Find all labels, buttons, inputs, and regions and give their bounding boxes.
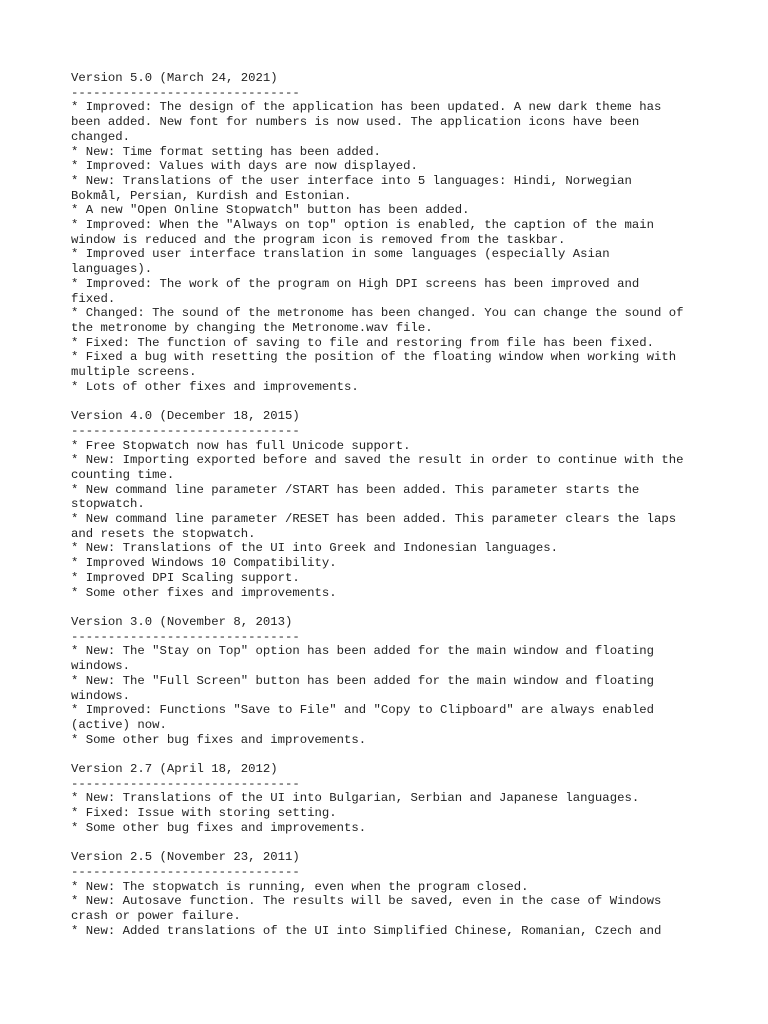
changelog-line: * New: Autosave function. The results will be saved, even in the case of Windows <box>71 894 662 909</box>
changelog-line: Bokmål, Persian, Kurdish and Estonian. <box>71 188 352 203</box>
version-section <box>71 71 711 394</box>
changelog-line: stopwatch. <box>71 497 145 512</box>
version-heading: Version 2.5 (November 23, 2011) <box>71 850 300 865</box>
changelog-line: * New: Time format setting has been added. <box>71 144 381 159</box>
changelog-line: * Improved: When the "Always on top" option is enabled, the caption of the main <box>71 218 654 233</box>
heading-underline: ------------------------------- <box>71 629 300 644</box>
changelog-line: * Some other bug fixes and improvements. <box>71 820 367 835</box>
changelog-line: * New: Translations of the UI into Bulgarian, Serbian and Japanese languages. <box>71 791 640 806</box>
changelog-line: * Lots of other fixes and improvements. <box>71 379 359 394</box>
changelog-line: * Fixed: Issue with storing setting. <box>71 806 337 821</box>
changelog-line: window is reduced and the program icon is removed from the taskbar. <box>71 232 566 247</box>
changelog-line: * Free Stopwatch now has full Unicode support. <box>71 438 411 453</box>
changelog-line: * Some other fixes and improvements. <box>71 585 337 600</box>
version-section <box>71 615 711 747</box>
version-section <box>71 850 711 938</box>
changelog-line: * New command line parameter /START has been added. This parameter starts the <box>71 482 640 497</box>
changelog-line: crash or power failure. <box>71 909 241 924</box>
changelog-line: windows. <box>71 688 131 703</box>
changelog-line: (active) now. <box>71 717 167 732</box>
changelog-line: * New: The stopwatch is running, even when the program closed. <box>71 879 529 894</box>
changelog-line: * Changed: The sound of the metronome has been changed. You can change the sound of <box>71 306 684 321</box>
changelog-line: counting time. <box>71 467 175 482</box>
changelog-line: the metronome by changing the Metronome.wav file. <box>71 320 433 335</box>
heading-underline: ------------------------------- <box>71 864 300 879</box>
heading-underline: ------------------------------- <box>71 423 300 438</box>
changelog-line: * Improved DPI Scaling support. <box>71 570 300 585</box>
changelog-line: been added. New font for numbers is now used. The application icons have been <box>71 115 640 130</box>
changelog-line: * New: Translations of the user interface into 5 languages: Hindi, Norwegian <box>71 173 632 188</box>
changelog-line: * New: Importing exported before and saved the result in order to continue with the <box>71 453 684 468</box>
heading-underline: ------------------------------- <box>71 85 300 100</box>
changelog-line: windows. <box>71 659 131 674</box>
changelog-line: * New: Translations of the UI into Greek and Indonesian languages. <box>71 541 559 556</box>
changelog-line: * Some other bug fixes and improvements. <box>71 732 367 747</box>
version-section <box>71 762 711 836</box>
changelog-line: * Improved user interface translation in some languages (especially Asian <box>71 247 610 262</box>
version-heading: Version 3.0 (November 8, 2013) <box>71 614 293 629</box>
changelog-line: and resets the stopwatch. <box>71 526 256 541</box>
changelog-line: * New command line parameter /RESET has been added. This parameter clears the laps <box>71 512 677 527</box>
changelog-line: * A new "Open Online Stopwatch" button has been added. <box>71 203 470 218</box>
changelog-line: fixed. <box>71 291 116 306</box>
changelog-document <box>71 71 711 953</box>
changelog-line: * New: Added translations of the UI into Simplified Chinese, Romanian, Czech and <box>71 923 662 938</box>
version-heading: Version 5.0 (March 24, 2021) <box>71 71 278 85</box>
changelog-line: * New: The "Stay on Top" option has been added for the main window and floating <box>71 644 654 659</box>
changelog-line: * Fixed a bug with resetting the position of the floating window when working with <box>71 350 677 365</box>
changelog-line: changed. <box>71 129 131 144</box>
version-heading: Version 4.0 (December 18, 2015) <box>71 409 300 424</box>
version-heading: Version 2.7 (April 18, 2012) <box>71 762 278 776</box>
changelog-line: * Fixed: The function of saving to file and restoring from file has been fixed. <box>71 335 654 350</box>
changelog-line: * New: The "Full Screen" button has been added for the main window and floating <box>71 673 654 688</box>
changelog-line: * Improved: The work of the program on High DPI screens has been improved and <box>71 276 640 291</box>
changelog-line: multiple screens. <box>71 365 197 380</box>
changelog-line: * Improved Windows 10 Compatibility. <box>71 556 337 571</box>
changelog-line: languages). <box>71 262 153 277</box>
heading-underline: ------------------------------- <box>71 776 300 791</box>
version-section <box>71 409 711 600</box>
changelog-line: * Improved: Values with days are now displayed. <box>71 159 418 174</box>
changelog-line: * Improved: Functions "Save to File" and "Copy to Clipboard" are always enabled <box>71 703 654 718</box>
changelog-line: * Improved: The design of the application has been updated. A new dark theme has <box>71 100 662 115</box>
